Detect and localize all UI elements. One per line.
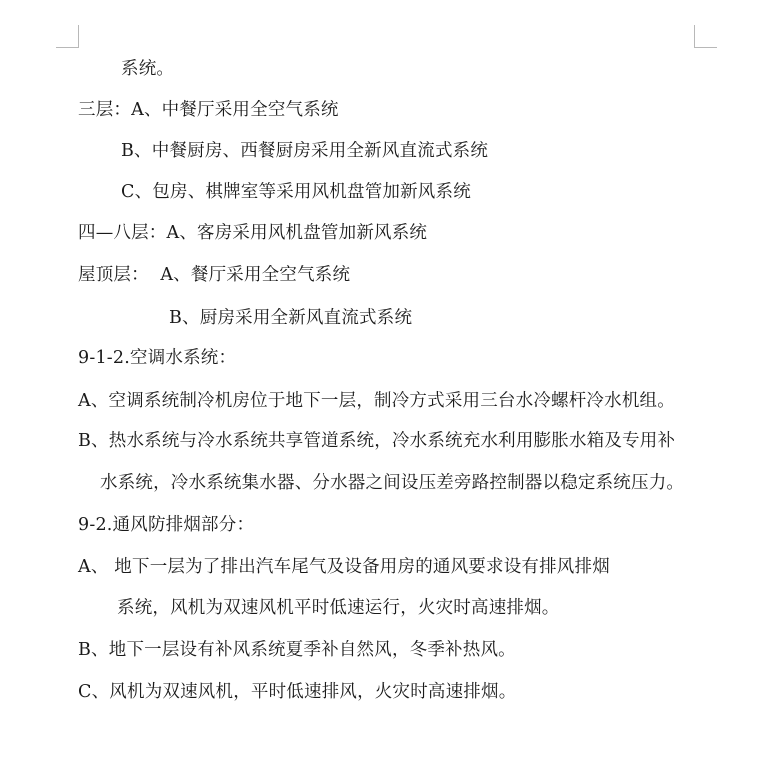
text-line: B、地下一层设有补风系统夏季补自然风，冬季补热风。 bbox=[78, 640, 516, 660]
text-line: 系统。 bbox=[121, 59, 175, 79]
section-heading: 9-1-2.空调水系统： bbox=[78, 348, 237, 368]
text-line: A、空调系统制冷机房位于地下一层，制冷方式采用三台水冷螺杆冷水机组。 bbox=[78, 391, 675, 411]
text-line: C、包房、棋牌室等采用风机盘管加新风系统 bbox=[121, 182, 471, 202]
text-line: 屋顶层： A、餐厅采用全空气系统 bbox=[78, 265, 351, 285]
text-line: A、 地下一层为了排出汽车尾气及设备用房的通风要求设有排风排烟 bbox=[78, 557, 610, 577]
text-line: B、厨房采用全新风直流式系统 bbox=[169, 308, 413, 328]
text-line: B、中餐厨房、西餐厨房采用全新风直流式系统 bbox=[121, 141, 489, 161]
text-line: 系统，风机为双速风机平时低速运行，火灾时高速排烟。 bbox=[117, 598, 560, 618]
text-line: 水系统，冷水系统集水器、分水器之间设压差旁路控制器以稳定系统压力。 bbox=[100, 473, 685, 493]
text-line: 三层：A、中餐厅采用全空气系统 bbox=[78, 100, 339, 120]
crop-mark-top-right bbox=[694, 25, 717, 48]
section-heading: 9-2.通风防排烟部分： bbox=[78, 515, 255, 535]
text-line: 四—八层：A、客房采用风机盘管加新风系统 bbox=[78, 223, 428, 243]
crop-mark-top-left bbox=[56, 25, 79, 48]
text-line: C、风机为双速风机，平时低速排风，火灾时高速排烟。 bbox=[78, 682, 517, 702]
text-line: B、热水系统与冷水系统共享管道系统，冷水系统充水利用膨胀水箱及专用补 bbox=[78, 431, 676, 451]
